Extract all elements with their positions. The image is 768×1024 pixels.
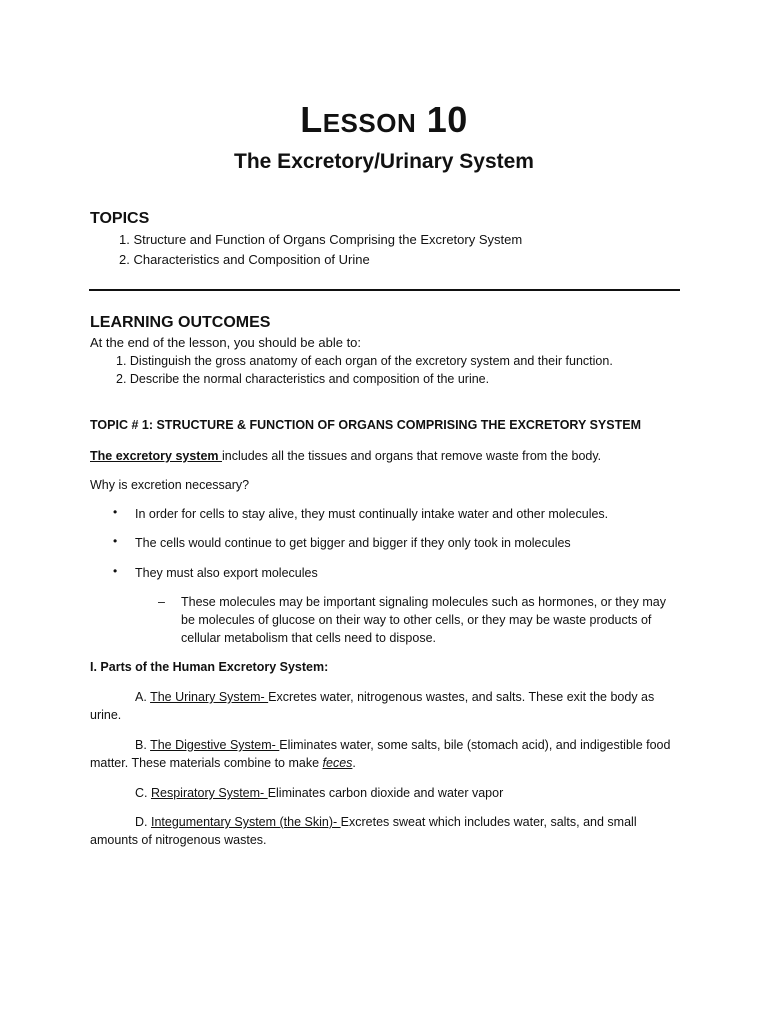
part-d-line1 <box>135 813 637 831</box>
bullet-item: In order for cells to stay alive, they must continually intake water and other molecules. <box>135 507 609 521</box>
lesson-title-small: ESSON <box>322 108 417 138</box>
part-b-line2 <box>90 754 356 772</box>
outcome-item: 2. Describe the normal characteristics and composition of the urine. <box>116 372 490 386</box>
sub-bullet-line: be molecules of glucose on their way to other cells, or they may be waste products of <box>181 613 652 627</box>
part-b-text: Eliminates water, some salts, bile (stomach acid), and indigestible food <box>279 738 671 752</box>
bullet-icon: • <box>113 534 118 548</box>
part-a-prefix: A. <box>135 690 151 704</box>
topic-item: 2. Characteristics and Composition of Urine <box>119 252 370 267</box>
part-d-prefix: D. <box>135 815 151 829</box>
feces-term: feces <box>322 756 353 770</box>
sub-bullet-line: These molecules may be important signaling molecules such as hormones, or they may <box>181 595 666 609</box>
definition-term: The excretory system <box>90 449 223 463</box>
definition-text: includes all the tissues and organs that remove waste from the body. <box>222 449 602 463</box>
part-a-text: Excretes water, nitrogenous wastes, and salts. These exit the body as <box>268 690 655 704</box>
sub-bullet-line: cellular metabolism that cells need to dispose. <box>181 631 436 645</box>
part-b-line2-text: matter. These materials combine to make <box>90 756 323 770</box>
part-b-line1 <box>135 736 670 754</box>
part-c-prefix: C. <box>135 786 151 800</box>
part-c-term: Respiratory System- <box>150 786 268 800</box>
lesson-title-first: L <box>300 99 323 140</box>
part-a-term: The Urinary System- <box>150 690 269 704</box>
topic1-heading: TOPIC # 1: STRUCTURE & FUNCTION OF ORGANS COMPRISING THE EXCRETORY SYSTEM <box>90 418 641 432</box>
outcomes-heading: LEARNING OUTCOMES <box>90 314 271 331</box>
topic-item: 1. Structure and Function of Organs Comprising the Excretory System <box>119 232 523 247</box>
bullet-item: They must also export molecules <box>135 566 318 580</box>
lesson-number: 10 <box>426 99 468 140</box>
section-divider <box>89 289 680 291</box>
outcomes-intro: At the end of the lesson, you should be able to: <box>90 335 362 350</box>
part-c-text: Eliminates carbon dioxide and water vapor <box>267 786 504 800</box>
part-b-term: The Digestive System- <box>150 738 280 752</box>
part-d-text: Excretes sweat which includes water, salts, and small <box>340 815 637 829</box>
topics-heading: TOPICS <box>90 210 150 227</box>
part-b-period: . <box>352 756 356 770</box>
part-a-line2: urine. <box>90 708 122 722</box>
part-b-prefix: B. <box>135 738 151 752</box>
excretory-definition <box>90 447 601 465</box>
bullet-item: The cells would continue to get bigger and bigger if they only took in molecules <box>135 536 571 550</box>
lesson-subtitle: The Excretory/Urinary System <box>234 150 534 173</box>
part-c-line <box>135 784 503 802</box>
part-d-term: Integumentary System (the Skin)- <box>150 815 341 829</box>
outcome-item: 1. Distinguish the gross anatomy of each organ of the excretory system and their function. <box>116 354 613 368</box>
part-d-line2: amounts of nitrogenous wastes. <box>90 833 267 847</box>
dash-icon: – <box>158 595 165 609</box>
part-a-line1 <box>135 688 654 706</box>
bullet-icon: • <box>113 505 118 519</box>
parts-heading: I. Parts of the Human Excretory System: <box>90 660 329 674</box>
excretion-question: Why is excretion necessary? <box>90 478 250 492</box>
bullet-icon: • <box>113 564 118 578</box>
lesson-title <box>0 98 768 145</box>
